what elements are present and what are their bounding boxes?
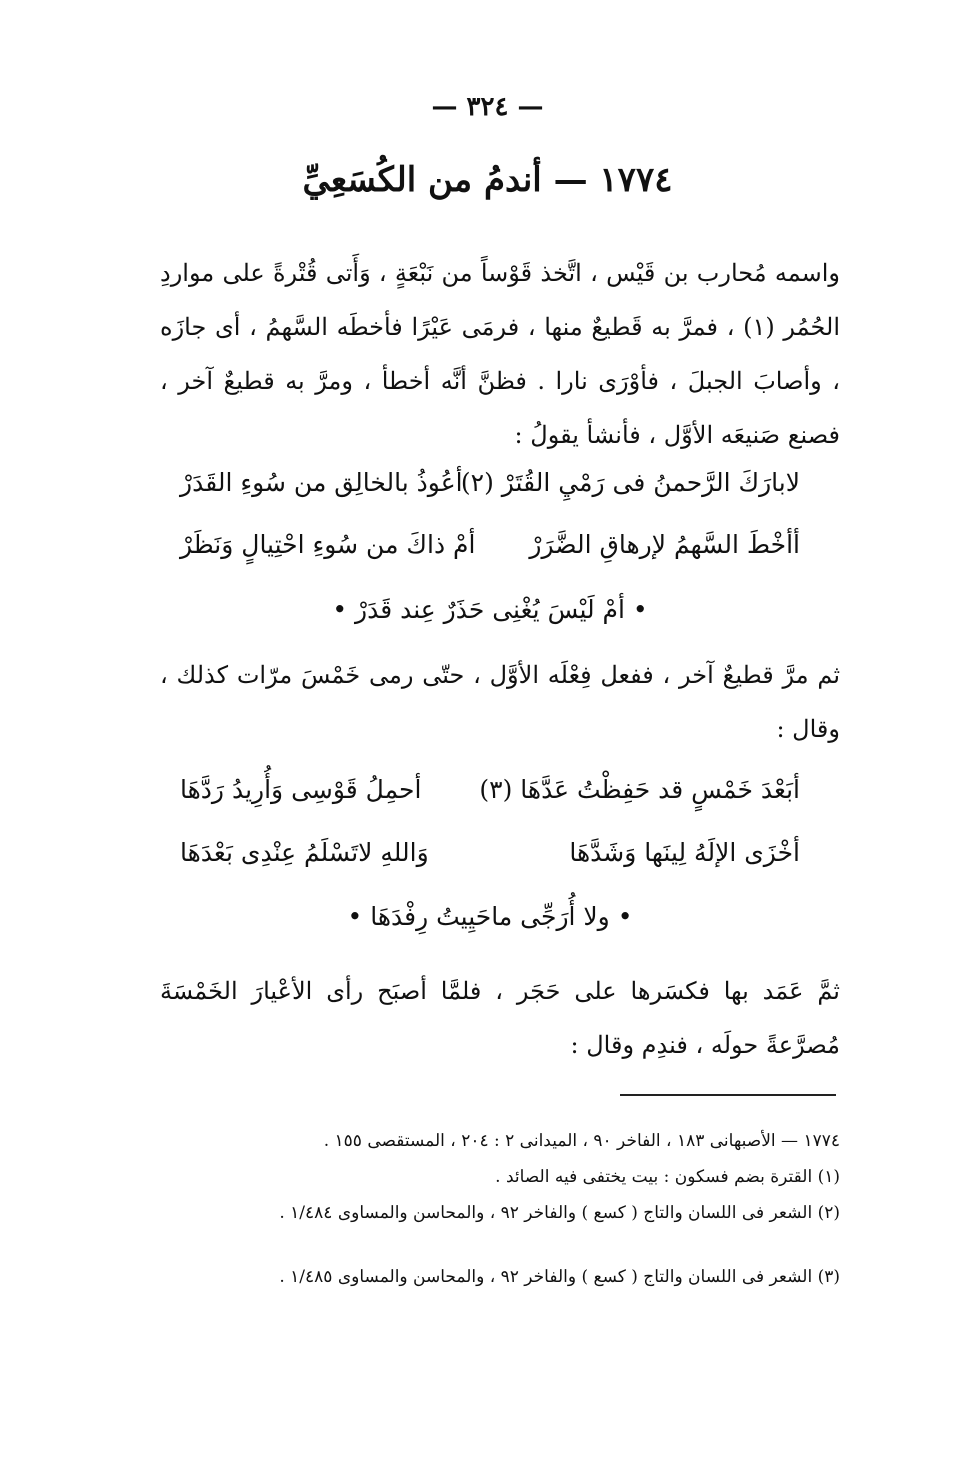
poem1-line-2-second: أمْ ذاكَ من سُوءِ احْتِيالٍ وَنَظَرْ xyxy=(180,530,476,559)
poem2-line-1 xyxy=(180,775,800,827)
footnote-3: (٣) الشعر فى اللسان والتاج ( كسع ) والفاخر ٩٢ ، والمحاسن والمساوى ١/٤٨٥ . xyxy=(279,1267,840,1287)
footnote-sources: ١٧٧٤ — الأصبهانى ١٨٣ ، الفاخر ٩٠ ، الميدانى ٢ : ٢٠٤ ، المستقصى ١٥٥ . xyxy=(323,1131,840,1151)
footnote-2: (٢) الشعر فى اللسان والتاج ( كسع ) والفاخر ٩٢ ، والمحاسن والمساوى ١/٤٨٤ . xyxy=(279,1203,840,1223)
poem1-single-line: • أمْ لَيْسَ يُغْنِى حَذَرٌ عِند قَدَرْ • xyxy=(332,595,648,624)
poem1-line-1 xyxy=(180,468,800,520)
poem1-line-2-first: أأخْطَ السَّهمُ لإرهاقِ الضَّرَرْ xyxy=(529,530,800,559)
poem1-line-2 xyxy=(180,530,800,582)
poem1-line-1-first: لابارَكَ الرَّحمنُ فى رَمْيِ القُتَرْ (٢) xyxy=(460,468,800,497)
paragraph-intro: واسمه مُحارب بن قَيْس ، اتَّخذ قَوْساً من نَبْعَةٍ ، وَأَتى قُتْرةً على مواردِ الحُمُر (١) ، فمرَّ به قَطيعٌ منها ، فرمَى عَيْرًا فأخطَه السَّهمُ ، أى جازَه ، وأصابَ الجبلَ ، فأوْرَى نارا . فظنَّ أنَّه أخطأ ، ومرَّ به قطيعٌ آخر ، فصنع صَنيعَه الأوَّل ، فأنشأ يقولُ : xyxy=(160,259,840,449)
poem2-line-1-first: أبَعْدَ خَمْسٍ قد حَفِظْتُ عَدَّهَا (٣) xyxy=(479,775,800,804)
poem2-line-1-second: أحمِلُ قَوْسِى وَأُرِيدُ رَدَّهَا xyxy=(180,775,422,804)
poem2-line-2-first: أخْزَى الإلَهُ لِينَها وَشَدَّهَا xyxy=(569,838,800,867)
paragraph-closing: ثمَّ عَمَد بها فكسَرها على حَجَر ، فلمَّا أصبَح رأى الأعْيارَ الخَمْسَةَ مُصرَّعةً حولَه ، فندِم وقال : xyxy=(160,977,840,1059)
footnote-divider xyxy=(620,1094,836,1096)
paragraph-middle: ثم مرَّ قطيعٌ آخر ، ففعل فِعْلَه الأوَّل ، حتّى رمى خَمْسَ مرّات كذلك ، وقال : xyxy=(160,661,840,743)
poem2-line-2 xyxy=(180,838,800,890)
footnote-1: (١) القترة بضم فسكون : بيت يختفى فيه الصائد . xyxy=(495,1167,840,1187)
poem1-line-1-second: أعُوذُ بالخالِق من سُوءِ القَدَرْ xyxy=(180,468,463,497)
poem2-line-2-second: وَاللهِ لاتَسْلَمُ عِنْدِى بَعْدَهَا xyxy=(180,838,429,867)
page-number: — ٣٢٤ — xyxy=(431,92,544,122)
poem2-single-line: • ولا أُرَجِّى ماحَيِيتُ رِفْدَهَا • xyxy=(347,902,633,931)
proverb-heading: ١٧٧٤ — أندمُ من الكُسَعِيِّ xyxy=(302,160,673,200)
